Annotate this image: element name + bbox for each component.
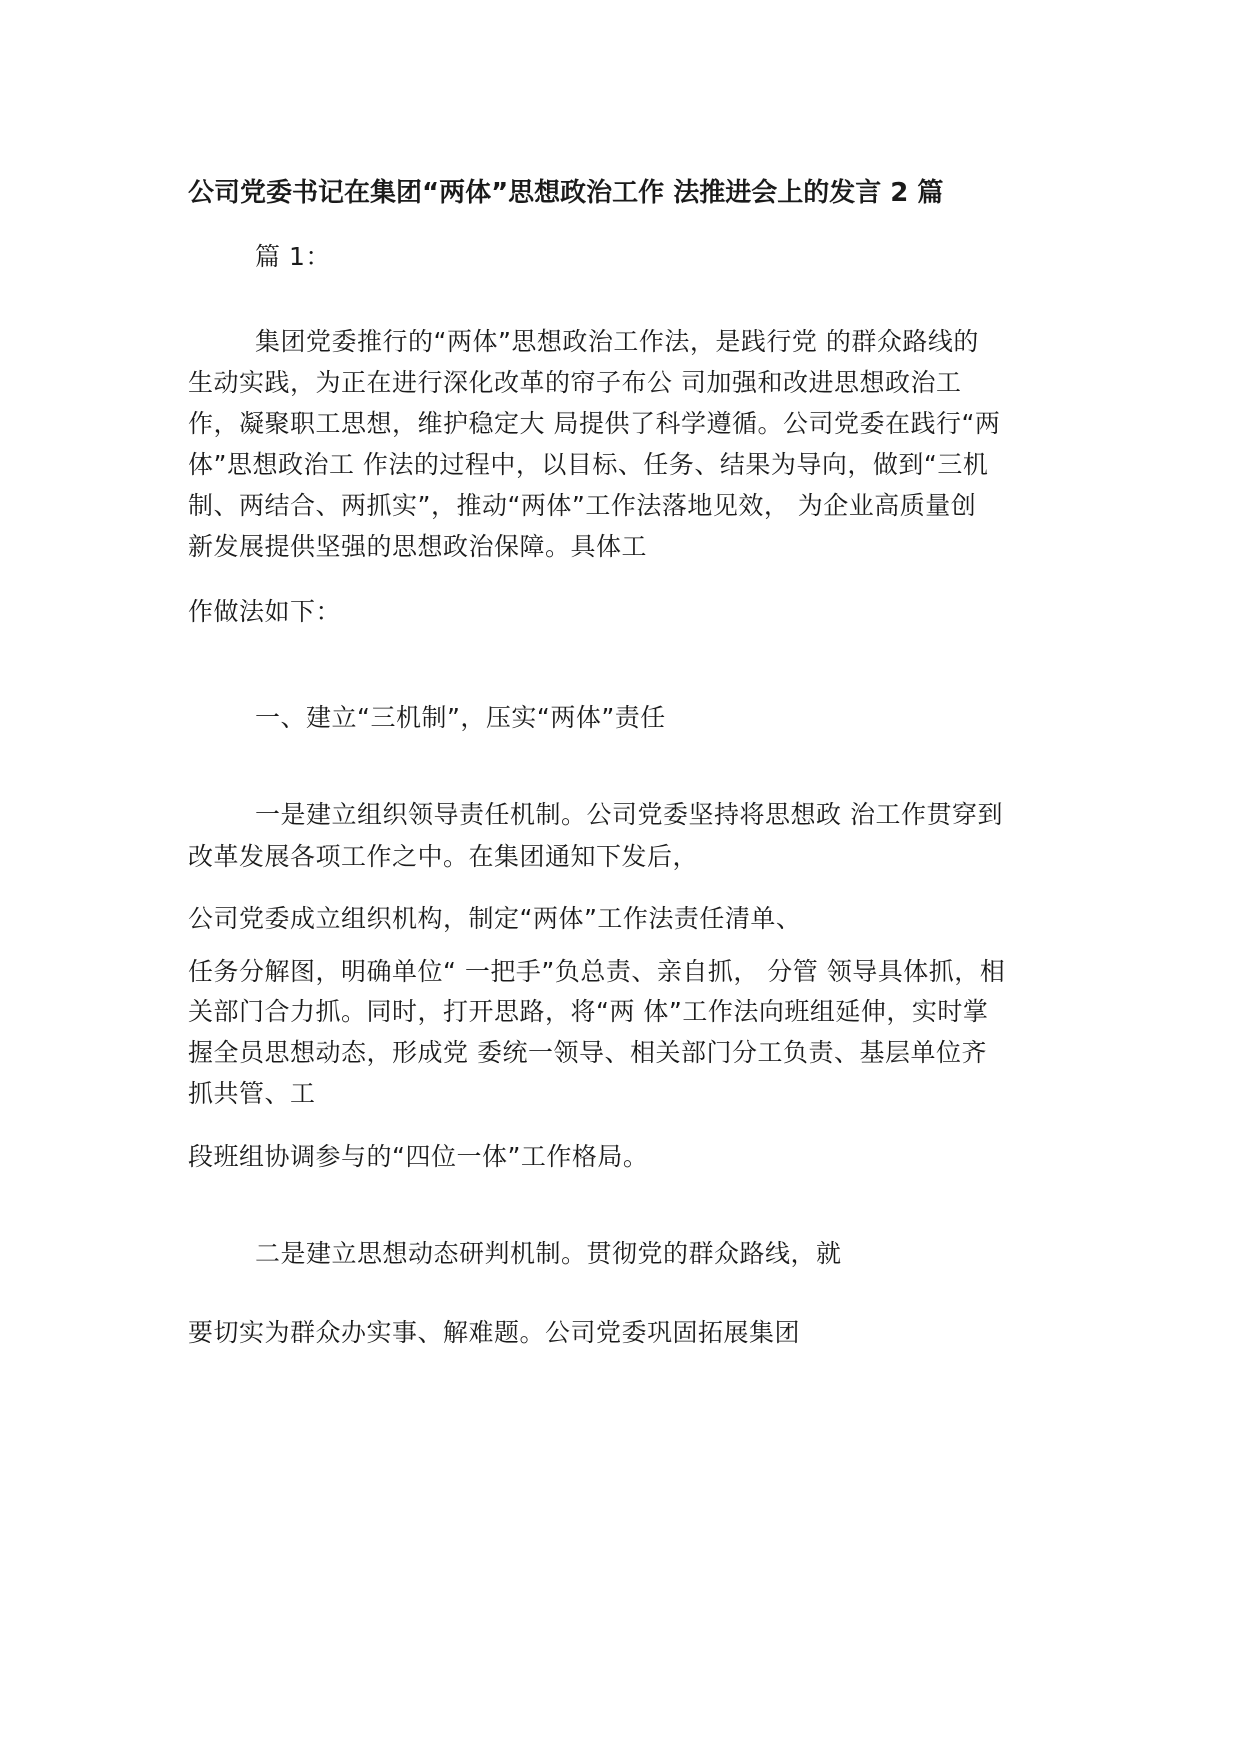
paragraph-line: 任务分解图，明确单位“ 一把手”负总责、亲自抓， 分管 领导具体抓，相 bbox=[188, 957, 1006, 986]
paragraph-line: 一是建立组织领导责任机制。公司党委坚持将思想政 治工作贯穿到 bbox=[255, 800, 1003, 829]
paragraph-line: 改革发展各项工作之中。在集团通知下发后， bbox=[188, 842, 699, 871]
section-heading: 一、建立“三机制”，压实“两体”责任 bbox=[255, 703, 666, 732]
document-title: 公司党委书记在集团“两体”思想政治工作 法推进会上的发言 2 篇 bbox=[188, 178, 944, 208]
paragraph-line: 新发展提供坚强的思想政治保障。具体工 bbox=[188, 532, 648, 561]
paragraph-line: 公司党委成立组织机构，制定“两体”工作法责任清单、 bbox=[188, 904, 802, 933]
paragraph-line: 段班组协调参与的“四位一体”工作格局。 bbox=[188, 1142, 649, 1171]
paragraph-line: 关部门合力抓。同时，打开思路，将“两 体”工作法向班组延伸，实时掌 bbox=[188, 997, 989, 1026]
paragraph-line: 要切实为群众办实事、解难题。公司党委巩固拓展集团 bbox=[188, 1318, 801, 1347]
paragraph-line: 抓共管、工 bbox=[188, 1079, 316, 1108]
paragraph-line: 二是建立思想动态研判机制。贯彻党的群众路线，就 bbox=[255, 1239, 842, 1268]
paragraph-line: 制、两结合、两抓实”，推动“两体”工作法落地见效， 为企业高质量创 bbox=[188, 491, 977, 520]
paragraph-line: 作，凝聚职工思想，维护稳定大 局提供了科学遵循。公司党委在践行“两 bbox=[188, 409, 1001, 438]
section-label: 篇 1： bbox=[255, 242, 331, 271]
paragraph-line: 体”思想政治工 作法的过程中，以目标、任务、结果为导向，做到“三机 bbox=[188, 450, 989, 479]
paragraph-line: 握全员思想动态，形成党 委统一领导、相关部门分工负责、基层单位齐 bbox=[188, 1038, 987, 1067]
paragraph-line: 集团党委推行的“两体”思想政治工作法，是践行党 的群众路线的 bbox=[255, 327, 979, 356]
paragraph-line: 生动实践，为正在进行深化改革的帘子布公 司加强和改进思想政治工 bbox=[188, 368, 962, 397]
paragraph-line: 作做法如下： bbox=[188, 597, 342, 626]
